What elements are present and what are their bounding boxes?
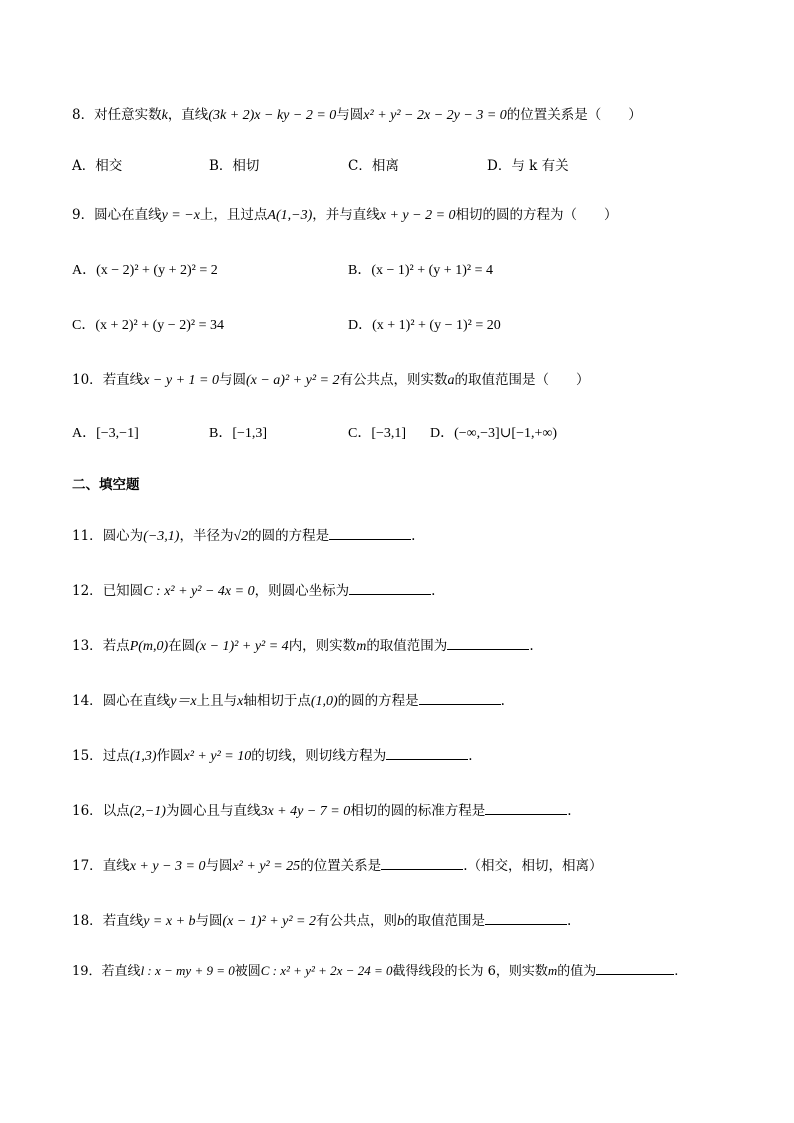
question-text: 的取值范围为 [366, 638, 448, 654]
question-18 [72, 910, 571, 932]
question-text: 与圆 [195, 913, 223, 929]
math-expression: (−3,1) [143, 529, 180, 544]
question-text: 的切线，则切线方程为 [251, 748, 387, 764]
question-text: 以点 [102, 803, 130, 819]
question-text: .（相交，相切，相离） [463, 858, 603, 874]
option-b[interactable]: B．[−1,3] [209, 426, 268, 441]
option-c[interactable]: C．(x + 2)² + (y − 2)² = 34 [72, 318, 224, 333]
question-text: 相切的圆的方程为（ ） [455, 207, 618, 223]
question-text: 直线 [102, 858, 130, 874]
question-text: 若直线 [102, 913, 144, 929]
option-d[interactable]: D．与 k 有关 [487, 158, 569, 174]
math-expression: A(1,−3) [267, 208, 313, 223]
math-expression: (x − 1)² + y² = 4 [195, 639, 289, 654]
question-text: 若直线 [101, 964, 141, 979]
option-a[interactable]: A．(x − 2)² + (y + 2)² = 2 [72, 263, 218, 278]
question-text: ，直线 [167, 107, 209, 123]
question-text: 圆心在直线 [102, 693, 171, 709]
question-15 [72, 745, 473, 767]
math-expression: C : x² + y² + 2x − 24 = 0 [260, 963, 393, 978]
math-variable: m [356, 639, 367, 654]
question-number: 19． [72, 964, 102, 979]
answer-blank[interactable] [596, 960, 674, 975]
question-12 [72, 580, 435, 602]
question-text: 与圆 [218, 372, 246, 388]
answer-blank[interactable] [381, 855, 463, 870]
math-expression: 3x + 4y − 7 = 0 [260, 804, 351, 819]
question-number: 13． [72, 638, 103, 654]
question-number: 11． [72, 528, 103, 544]
option-d[interactable]: D．(−∞,−3]∪[−1,+∞) [430, 426, 558, 441]
question-number: 15． [72, 748, 103, 764]
math-expression: (1,0) [310, 694, 338, 709]
answer-blank[interactable] [419, 690, 501, 705]
question-text: 的圆的方程是 [337, 693, 419, 709]
question-text: 在圆 [168, 638, 196, 654]
question-text: 有公共点，则 [316, 913, 398, 929]
question-number: 8． [72, 107, 95, 123]
question-13 [72, 635, 534, 657]
question-text: . [411, 528, 416, 544]
question-text: 圆心为 [102, 528, 144, 544]
question-text: 已知圆 [102, 583, 144, 599]
question-text: ，半径为 [179, 528, 234, 544]
question-text: 上且与 [196, 693, 238, 709]
option-c[interactable]: C．相离 [348, 158, 399, 174]
math-expression: (x − 1)² + y² = 2 [222, 914, 317, 929]
question-text: 作圆 [156, 748, 184, 764]
math-variable: x [237, 694, 244, 709]
question-text: 对任意实数 [94, 107, 162, 123]
answer-blank[interactable] [447, 635, 529, 650]
question-number: 14． [72, 693, 103, 709]
question-14 [72, 690, 505, 712]
question-text: . [500, 693, 505, 709]
answer-blank[interactable] [485, 800, 567, 815]
math-expression: P(m,0) [129, 639, 169, 654]
question-text: . [567, 803, 572, 819]
math-expression: x + y − 3 = 0 [129, 859, 206, 874]
math-variable: a [447, 373, 455, 388]
question-text: . [468, 748, 473, 764]
question-11 [72, 525, 415, 547]
answer-blank[interactable] [349, 580, 431, 595]
answer-blank[interactable] [329, 525, 411, 540]
question-number: 12． [72, 583, 103, 599]
answer-blank[interactable] [386, 745, 468, 760]
math-expression: (3k + 2)x − ky − 2 = 0 [208, 108, 337, 123]
question-text: 的值为 [557, 964, 597, 979]
math-expression: x + y − 2 = 0 [379, 208, 456, 223]
math-expression: l : x − my + 9 = 0 [140, 963, 235, 978]
option-c[interactable]: C．[−3,1] [348, 426, 407, 441]
question-text: 过点 [102, 748, 130, 764]
answer-blank[interactable] [485, 910, 567, 925]
math-expression: √2 [233, 529, 249, 544]
question-text: 有公共点，则实数 [339, 372, 448, 388]
question-text: . [431, 583, 436, 599]
math-expression: y＝x [170, 694, 197, 709]
question-text: 截得线段的长为 6，则实数 [392, 964, 548, 979]
math-expression: y = x + b [143, 914, 196, 929]
question-text: . [529, 638, 534, 654]
question-text: 上，且过点 [199, 207, 268, 223]
question-number: 18． [72, 913, 103, 929]
question-10 [72, 370, 589, 391]
math-expression: y = −x [161, 208, 200, 223]
question-text: 被圆 [234, 964, 261, 979]
question-number: 9． [72, 207, 95, 223]
question-text: 与圆 [205, 858, 233, 874]
math-expression: x² + y² − 2x − 2y − 3 = 0 [363, 108, 507, 123]
section-heading: 二、填空题 [72, 477, 140, 493]
question-8 [72, 105, 642, 126]
question-text: 圆心在直线 [94, 207, 162, 223]
option-a[interactable]: A．[−3,−1] [72, 426, 139, 441]
question-text: ，并与直线 [312, 207, 380, 223]
option-d[interactable]: D．(x + 1)² + (y − 1)² = 20 [348, 318, 501, 333]
question-text: 与圆 [336, 107, 364, 123]
question-text: 的取值范围是（ ） [454, 372, 590, 388]
question-text: 的圆的方程是 [248, 528, 330, 544]
math-expression: x² + y² = 25 [232, 859, 301, 874]
question-text: 的位置关系是 [300, 858, 382, 874]
math-variable: m [547, 963, 558, 978]
math-variable: b [397, 914, 405, 929]
question-9 [72, 205, 618, 226]
question-number: 10． [72, 372, 103, 388]
question-text: . [567, 913, 572, 929]
math-expression: x² + y² = 10 [183, 749, 252, 764]
question-19 [72, 960, 678, 982]
question-text: 的取值范围是 [404, 913, 486, 929]
math-expression: C : x² + y² − 4x = 0 [143, 584, 255, 599]
question-16 [72, 800, 572, 822]
question-text: 为圆心且与直线 [165, 803, 261, 819]
math-expression: (2,−1) [129, 804, 166, 819]
math-expression: (1,3) [129, 749, 157, 764]
question-number: 16． [72, 803, 103, 819]
math-expression: (x − a)² + y² = 2 [245, 373, 340, 388]
math-expression: x − y + 1 = 0 [143, 373, 219, 388]
question-text: 若点 [102, 638, 130, 654]
option-a[interactable]: A．相交 [72, 158, 123, 174]
question-text: ，则圆心坐标为 [254, 583, 350, 599]
question-text: . [674, 964, 679, 979]
question-text: 若直线 [102, 372, 144, 388]
question-17 [72, 855, 602, 877]
math-variable: k [161, 108, 168, 123]
question-number: 17． [72, 858, 103, 874]
option-b[interactable]: B．(x − 1)² + (y + 1)² = 4 [348, 263, 493, 278]
option-b[interactable]: B．相切 [209, 158, 260, 174]
question-text: 的位置关系是（ ） [506, 107, 642, 123]
question-text: 相切的圆的标准方程是 [350, 803, 486, 819]
question-text: 轴相切于点 [243, 693, 311, 709]
question-text: 内，则实数 [288, 638, 357, 654]
